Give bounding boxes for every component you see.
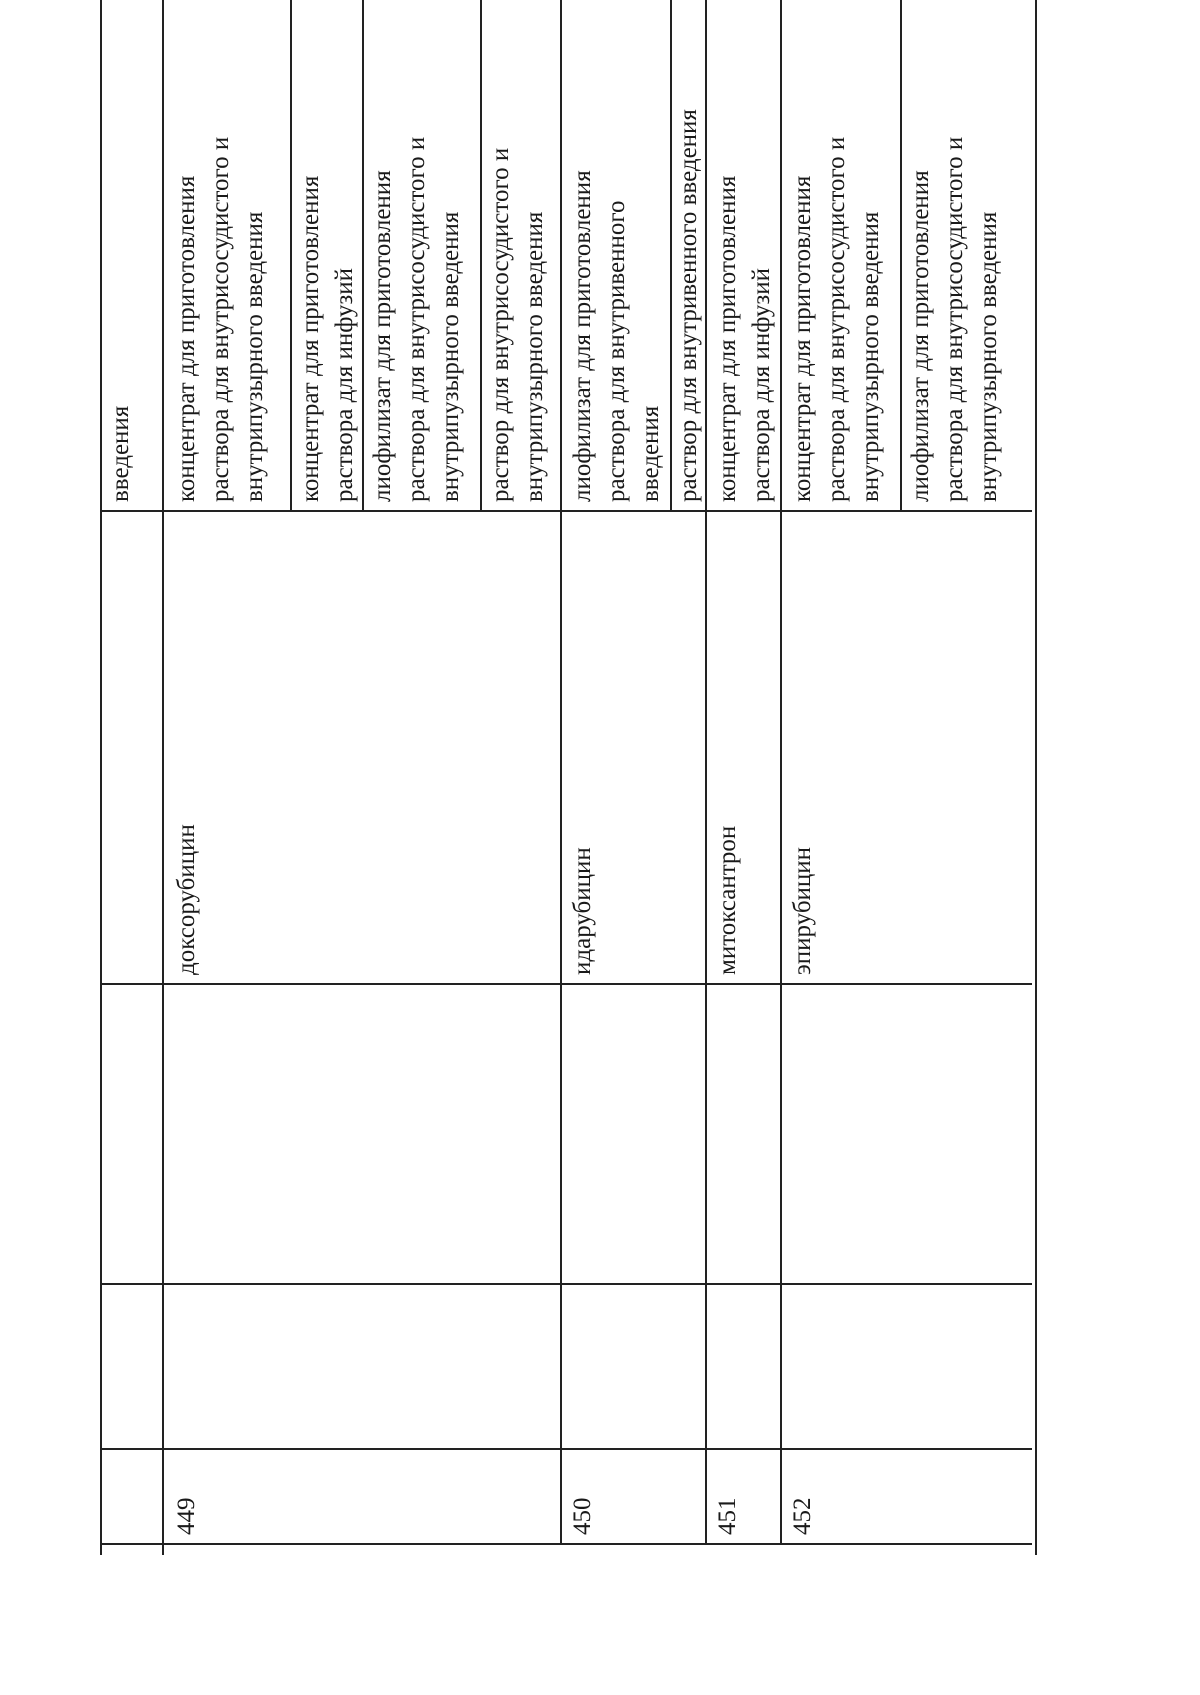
sub-split-449-2 [362, 0, 364, 512]
row-449-form-3: лиофилизат для приготовления раствора для внутрисосудистого и внутрипузырного введения [369, 136, 464, 502]
row-split-452 [780, 0, 782, 1545]
row-451-form-1: концентрат для приготовления раствора для инфузий [714, 175, 775, 502]
col-v-form [100, 510, 1032, 512]
sub-split-449-1 [290, 0, 292, 512]
row-450-number: 450 [569, 1497, 596, 1535]
col-v-blank [100, 1283, 1032, 1285]
row-450-inn: идарубицин [569, 847, 596, 975]
row-line-bottom [100, 1543, 1032, 1545]
row-450-form-1: лиофилизат для приготовления раствора для внутривенного введения [569, 170, 664, 502]
row-449-form-2: концентрат для приготовления раствора для инфузий [297, 175, 358, 502]
col-v-num [100, 1448, 1032, 1450]
row-451-inn: митоксантрон [714, 825, 741, 975]
sub-split-452-1 [900, 0, 902, 512]
row-450-form-2: раствор для внутривенного введения [675, 109, 702, 502]
row-452-form-1: концентрат для приготовления раствора для внутрисосудистого и внутрипузырного введения [789, 136, 884, 502]
row-452-inn: эпирубицин [789, 846, 816, 975]
header-form-label: введения [107, 405, 134, 502]
row-449-number: 449 [173, 1497, 200, 1535]
row-449-inn: доксорубицин [173, 824, 200, 975]
row-449-form-1: концентрат для приготовления раствора для внутрисосудистого и внутрипузырного введения [173, 136, 268, 502]
sub-split-449-3 [480, 0, 482, 512]
col-v-blank2 [100, 983, 1032, 985]
row-452-number: 452 [789, 1497, 816, 1535]
col-sep-a [162, 0, 164, 1545]
row-452-form-2: лиофилизат для приготовления раствора для внутрисосудистого и внутрипузырного введения [907, 136, 1002, 502]
col-line-2 [1035, 0, 1037, 1555]
row-449-form-4: раствор для внутрисосудистого и внутрипузырного введения [487, 147, 548, 502]
row-451-number: 451 [714, 1497, 741, 1535]
row-split-450 [560, 0, 562, 1545]
col-line-left [100, 0, 102, 1555]
